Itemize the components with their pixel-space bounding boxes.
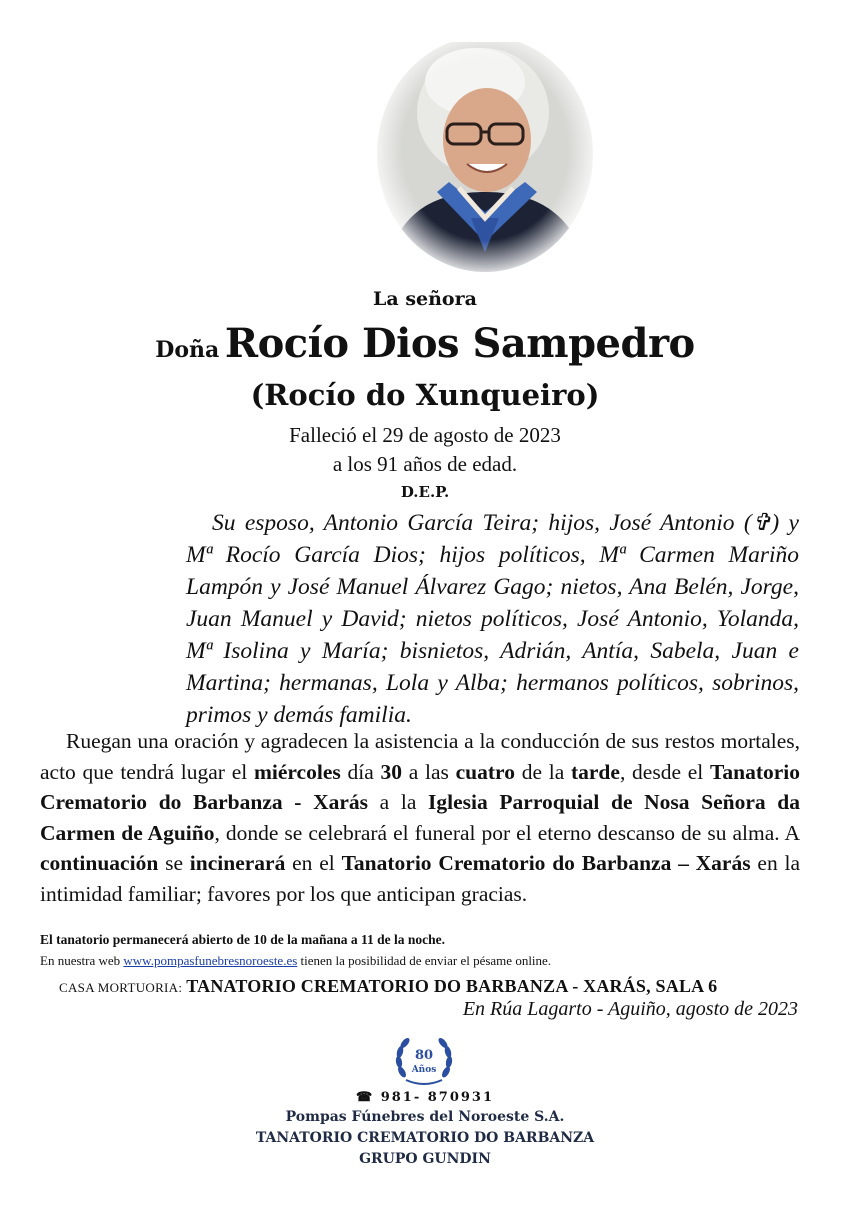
- funeral-service-paragraph: [40, 726, 800, 909]
- deceased-name: Rocío Dios Sampedro: [224, 320, 695, 367]
- service-continuation: continuación: [40, 851, 159, 875]
- web-note-text: tienen la posibilidad de enviar el pésame online.: [297, 953, 552, 968]
- deceased-alias: (Rocío do Xunqueiro): [250, 378, 600, 412]
- family-text-part1: Su esposo, Antonio García Teira; hijos, José Antonio (: [212, 510, 752, 536]
- deceased-name-line: [0, 320, 850, 367]
- age-at-death: a los 91 años de edad.: [332, 452, 518, 476]
- company-name: Pompas Fúnebres del Noroeste S.A.: [285, 1109, 565, 1125]
- rip-abbreviation: D.E.P.: [400, 483, 450, 501]
- death-date: Falleció el 29 de agosto de 2023: [289, 423, 561, 447]
- service-text: en la intimidad familiar; favores por los que anticipan gracias.: [40, 851, 801, 906]
- funeral-home-line: [59, 976, 804, 997]
- tanatorio-name: TANATORIO CREMATORIO DO BARBANZA: [255, 1130, 595, 1146]
- 80-years-laurel-logo: [392, 1032, 456, 1090]
- service-text: se: [158, 851, 190, 875]
- service-text: , desde el: [619, 759, 710, 784]
- opening-hours-note: El tanatorio permanecerá abierto de 10 de la mañana a 11 de la noche.: [40, 932, 445, 947]
- group-name: GRUPO GUNDIN: [359, 1151, 491, 1167]
- website-link[interactable]: www.pompasfunebresnoroeste.es: [123, 953, 298, 968]
- service-crematorium: Tanatorio Crematorio do Barbanza – Xarás: [341, 851, 751, 875]
- phone-number[interactable]: 981- 870931: [380, 1090, 495, 1105]
- service-day: miércoles: [253, 759, 341, 784]
- phone-icon: ☎: [355, 1090, 375, 1105]
- deceased-portrait-photo: [375, 42, 595, 274]
- service-hour: cuatro: [455, 759, 515, 784]
- logo-text: Años: [411, 1065, 437, 1075]
- service-text: a las: [401, 759, 456, 784]
- service-text: día: [340, 759, 381, 784]
- logo-number: 80: [414, 1048, 434, 1063]
- cross-icon: ✞: [751, 510, 772, 536]
- honorific: La señora: [373, 288, 477, 310]
- service-text: Ruegan una oración y agradecen la asistencia a la conducción de sus restos mortales, acto que tendrá lugar el: [40, 729, 800, 784]
- web-note-text: En nuestra web: [40, 953, 124, 968]
- family-text-part2: ) y Mª Rocío García Dios; hijos políticos, Mª Carmen Mariño Lampón y José Manuel Álvarez Gago; nietos, Ana Belén, Jorge, Juan Manuel y David; nietos políticos, José Antonio, Yolanda, Mª Isolina y María; bisnietos, Adrián, Antía, Sabela, Juan e Martina; hermanas, Lola y Alba; hermanos políticos, sobrinos, primos y demás familia.: [186, 510, 799, 728]
- phone-line: [0, 1090, 850, 1105]
- service-origin: Tanatorio Crematorio do Barbanza - Xarás: [40, 759, 800, 814]
- service-text: en el: [285, 851, 342, 875]
- service-text: , donde se celebrará el funeral por el eterno descanso de su alma. A: [214, 820, 800, 845]
- web-condolence-note: [40, 953, 830, 969]
- service-church: Iglesia Parroquial de Nosa Señora da Carmen de Aguiño: [40, 790, 801, 845]
- place-and-date: En Rúa Lagarto - Aguiño, agosto de 2023: [462, 998, 798, 1020]
- service-date: 30: [380, 759, 402, 784]
- title-prefix: Doña: [155, 337, 220, 363]
- service-cremation: incinerará: [189, 851, 286, 875]
- service-text: de la: [514, 759, 571, 784]
- funeral-home-value: TANATORIO CREMATORIO DO BARBANZA - XARÁS, SALA 6: [186, 976, 718, 996]
- service-text: a la: [368, 790, 429, 814]
- funeral-home-label: CASA MORTUORIA:: [59, 980, 183, 995]
- service-time-of-day: tarde: [570, 759, 620, 784]
- family-list: [186, 507, 799, 731]
